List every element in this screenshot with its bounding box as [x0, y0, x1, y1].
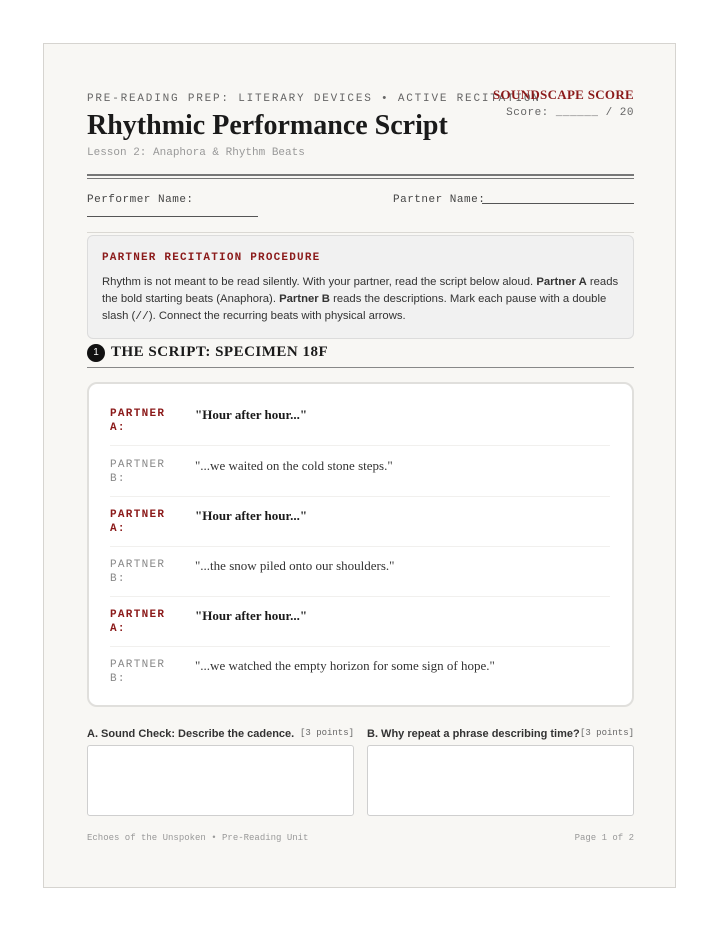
- script-line: "Hour after hour...": [195, 508, 308, 523]
- footer-page-number: Page 1 of 2: [574, 833, 634, 843]
- speaker-label: PARTNER A:: [110, 609, 166, 635]
- page-subtitle: Lesson 2: Anaphora & Rhythm Beats: [87, 147, 305, 159]
- question-a-points: [3 points]: [300, 728, 355, 738]
- script-line: "...we watched the empty horizon for some sign of hope.": [195, 658, 495, 673]
- script-line: "...we waited on the cold stone steps.": [195, 458, 393, 473]
- procedure-box: [87, 235, 634, 339]
- answer-box-b[interactable]: [367, 745, 634, 816]
- partner-name-label: Partner Name:: [393, 194, 486, 206]
- performer-name-line[interactable]: [87, 216, 258, 217]
- script-line: "Hour after hour...": [195, 407, 308, 422]
- score-title: SOUNDSCAPE SCORE: [493, 87, 634, 102]
- speaker-label: PARTNER B:: [110, 559, 166, 585]
- section-title: THE SCRIPT: SPECIMEN 18F: [111, 344, 329, 360]
- question-b-label: B. Why repeat a phrase describing time?: [367, 728, 580, 740]
- script-row: [110, 646, 610, 696]
- question-a-label: A. Sound Check: Describe the cadence.: [87, 728, 295, 740]
- script-row: [110, 596, 610, 647]
- page-title: Rhythmic Performance Script: [87, 110, 448, 141]
- procedure-text-part-2: reads the bold starting beats (Anaphora).: [102, 276, 619, 305]
- footer-unit: Echoes of the Unspoken • Pre-Reading Unit: [87, 833, 309, 843]
- performer-name-label: Performer Name:: [87, 194, 194, 206]
- header-double-rule: [87, 174, 634, 179]
- script-row: [110, 446, 610, 497]
- procedure-text-part-4: ). Connect the recurring beats with physical arrows.: [148, 310, 406, 322]
- question-b-points: [3 points]: [579, 728, 634, 738]
- section-header: [87, 341, 634, 368]
- speaker-label: PARTNER B:: [110, 659, 166, 685]
- script-card: [87, 382, 634, 707]
- worksheet-page: [43, 43, 676, 888]
- partner-name-line[interactable]: [482, 203, 634, 204]
- procedure-text: [102, 274, 622, 326]
- speaker-label: PARTNER B:: [110, 459, 166, 485]
- speaker-label: PARTNER A:: [110, 408, 166, 434]
- section-number-badge: 1: [87, 344, 105, 362]
- procedure-text-part-1: Rhythm is not meant to be read silently. With your partner, read the script below aloud.: [102, 276, 537, 288]
- script-line: "...the snow piled onto our shoulders.": [195, 558, 395, 573]
- score-line: Score: ______ / 20: [506, 107, 634, 119]
- name-divider: [87, 232, 634, 233]
- script-row: [110, 496, 610, 547]
- script-row: [110, 395, 610, 446]
- script-line: "Hour after hour...": [195, 608, 308, 623]
- answer-box-a[interactable]: [87, 745, 354, 816]
- speaker-label: PARTNER A:: [110, 509, 166, 535]
- lesson-kicker: PRE-READING PREP: LITERARY DEVICES • ACTIVE RECITATION: [87, 93, 541, 105]
- partner-a-ref: Partner A: [536, 276, 587, 288]
- script-row: [110, 546, 610, 597]
- procedure-title: PARTNER RECITATION PROCEDURE: [102, 252, 321, 264]
- double-slash: //: [135, 311, 149, 323]
- procedure-text-part-3: reads the descriptions. Mark each pause with a double slash (: [102, 293, 607, 322]
- partner-b-ref: Partner B: [279, 293, 330, 305]
